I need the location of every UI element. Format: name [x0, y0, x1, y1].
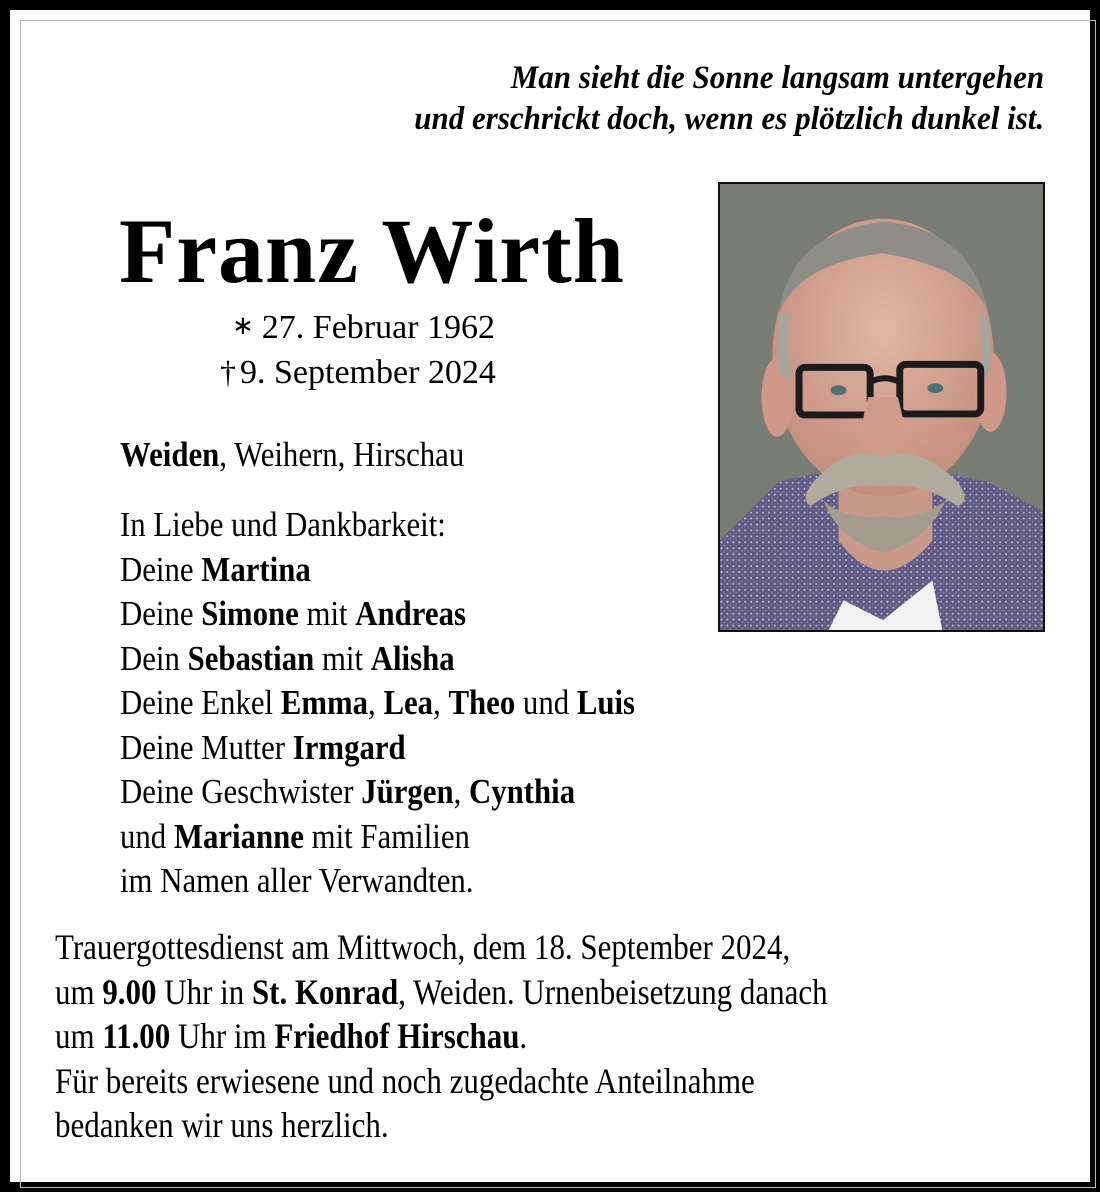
- portrait-illustration: [720, 184, 1043, 630]
- family-emphasis: Martina: [201, 549, 311, 589]
- family-line: [120, 592, 635, 637]
- family-emphasis: Marianne: [173, 816, 304, 856]
- service-text: um: [55, 971, 103, 1012]
- family-text: Deine Geschwister: [120, 772, 362, 811]
- place-primary: Weiden: [120, 435, 220, 474]
- motto-line-1: Man sieht die Sonne langsam untergehen: [510, 60, 1044, 96]
- family-emphasis: Cynthia: [468, 772, 576, 811]
- service-lines: [55, 925, 953, 1148]
- death-row: [120, 350, 660, 395]
- birth-row: [120, 303, 660, 350]
- portrait-photo: [718, 182, 1045, 632]
- family-text: ,: [433, 683, 449, 722]
- family-emphasis: Andreas: [355, 594, 466, 633]
- family-line: [120, 726, 635, 771]
- family-text: Deine: [120, 594, 202, 633]
- service-info: [55, 925, 953, 1148]
- death-cross-icon: †: [220, 354, 236, 390]
- family-text: mit: [314, 638, 371, 678]
- family-text: mit Familien: [303, 816, 470, 856]
- family-text: Deine Mutter: [120, 727, 293, 767]
- family-emphasis: Alisha: [370, 638, 455, 678]
- service-emphasis: 11.00: [102, 1016, 171, 1056]
- birth-date: 27. Februar 1962: [261, 309, 496, 346]
- family-text: ,: [368, 683, 384, 722]
- motto-line-2: und erschrickt doch, wenn es plötzlich dunkel ist.: [414, 101, 1044, 137]
- service-line: [55, 925, 828, 970]
- place-rest: , Weihern, Hirschau: [219, 435, 465, 474]
- family-emphasis: Irmgard: [292, 727, 406, 767]
- service-text: , Weiden. Urnenbeisetzung danach: [398, 971, 828, 1012]
- family-line: [120, 815, 635, 860]
- birth-star-icon: ∗: [232, 311, 254, 340]
- family-emphasis: Emma: [280, 683, 369, 722]
- family-text: Deine Enkel: [120, 683, 281, 722]
- family-emphasis: Theo: [448, 683, 516, 722]
- family-text: Dein: [120, 638, 188, 678]
- family-line: [120, 637, 635, 682]
- family-intro: In Liebe und Dankbarkeit:: [120, 505, 446, 544]
- service-line: [55, 1103, 828, 1148]
- service-text: bedanken wir uns herzlich.: [55, 1105, 389, 1145]
- service-text: Uhr im: [170, 1016, 275, 1056]
- places: [120, 433, 511, 477]
- family-line: [120, 770, 635, 815]
- family-emphasis: Jürgen: [361, 772, 454, 811]
- family-emphasis: Sebastian: [187, 638, 315, 678]
- family-emphasis: Simone: [201, 594, 299, 633]
- motto-quote: [374, 58, 1044, 140]
- service-line: [55, 1059, 828, 1104]
- service-emphasis: St. Konrad: [251, 971, 399, 1012]
- service-text: Uhr in: [156, 971, 252, 1012]
- service-line: [55, 970, 828, 1015]
- family-text: Deine: [120, 549, 202, 589]
- family-text: und: [120, 816, 174, 856]
- family-line: [120, 859, 635, 904]
- service-emphasis: 9.00: [102, 971, 157, 1012]
- family-text: mit: [298, 594, 356, 633]
- service-text: Für bereits erwiesene und noch zugedachte Anteilnahme: [55, 1060, 755, 1101]
- family-emphasis: Lea: [383, 683, 434, 722]
- family-list: [120, 503, 705, 904]
- family-line: [120, 681, 635, 726]
- deceased-name: Franz Wirth: [119, 200, 625, 302]
- family-text: ,: [453, 772, 469, 811]
- family-text: im Namen aller Verwandten.: [120, 861, 474, 900]
- family-lines: [120, 548, 705, 904]
- service-text: Trauergottesdienst am Mittwoch, dem 18. September 2024,: [55, 927, 791, 967]
- family-line: [120, 548, 635, 593]
- service-emphasis: Friedhof Hirschau: [274, 1016, 520, 1056]
- family-text: und: [515, 683, 577, 722]
- death-date: 9. September 2024: [240, 354, 496, 391]
- service-line: [55, 1014, 828, 1059]
- family-emphasis: Luis: [576, 683, 636, 722]
- life-dates: [120, 303, 660, 395]
- service-text: um: [55, 1016, 103, 1056]
- service-text: .: [519, 1016, 528, 1056]
